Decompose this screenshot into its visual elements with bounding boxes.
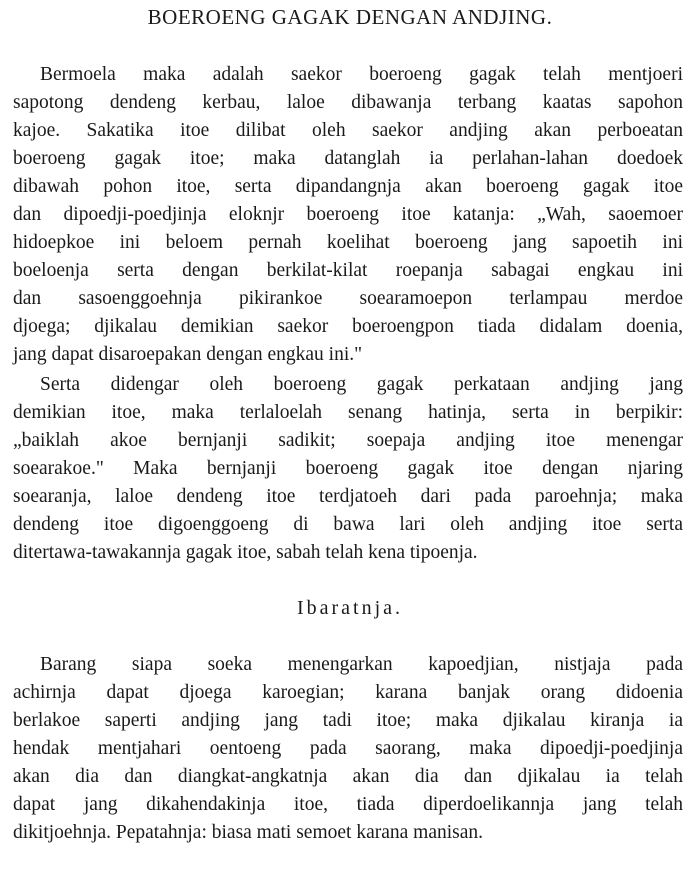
text-line: ditertawa-tawakannja gagak itoe, sabah telah kena tipoenja. bbox=[13, 542, 478, 563]
text-line: Serta didengar oleh boeroeng gagak perkataan andjing jang bbox=[40, 374, 683, 395]
text-line: dan sasoenggoehnja pikirankoe soearamoepon terlampau merdoe bbox=[13, 288, 683, 309]
text-line: dapat jang dikahendakinja itoe, tiada diperdoelikannja jang telah bbox=[13, 794, 683, 815]
text-line: kajoe. Sakatika itoe dilibat oleh saekor andjing akan perboeatan bbox=[13, 120, 683, 141]
text-line: hidoepkoe ini beloem pernah koelihat boeroeng jang sapoetih ini bbox=[13, 232, 683, 253]
text-line: soearanja, laloe dendeng itoe terdjatoeh dari pada paroehnja; maka bbox=[13, 486, 683, 507]
text-line: dikitjoehnja. Pepatahnja: biasa mati semoet karana manisan. bbox=[13, 822, 484, 843]
text-line: hendak mentjahari oentoeng pada saorang, maka dipoedji-poedjinja bbox=[13, 738, 683, 759]
story-title: BOEROENG GAGAK DENGAN ANDJING. bbox=[147, 5, 553, 29]
text-line: Bermoela maka adalah saekor boeroeng gagak telah mentjoeri bbox=[40, 64, 683, 85]
text-line: Barang siapa soeka menengarkan kapoedjian, nistjaja pada bbox=[40, 654, 683, 675]
text-line: berlakoe saperti andjing jang tadi itoe; maka djikalau kiranja ia bbox=[13, 710, 683, 731]
text-line: dan dipoedji-poedjinja eloknjr boeroeng itoe katanja: „Wah, saoemoer bbox=[13, 204, 683, 225]
text-line: boeloenja serta dengan berkilat-kilat roepanja sabagai engkau ini bbox=[13, 260, 683, 281]
text-line: boeroeng gagak itoe; maka datanglah ia perlahan-lahan doedoek bbox=[13, 148, 683, 169]
text-line: jang dapat disaroepakan dengan engkau ini." bbox=[13, 344, 363, 365]
text-line: dendeng itoe digoenggoeng di bawa lari oleh andjing itoe serta bbox=[13, 514, 683, 535]
text-line: sapotong dendeng kerbau, laloe dibawanja terbang kaatas sapohon bbox=[13, 92, 683, 113]
text-line: „baiklah akoe bernjanji sadikit; soepaja andjing itoe menengar bbox=[13, 430, 683, 451]
text-line: demikian itoe, maka terlaloelah senang hatinja, serta in berpikir: bbox=[13, 402, 683, 423]
text-line: dibawah pohon itoe, serta dipandangnja akan boeroeng gagak itoe bbox=[13, 176, 683, 197]
text-line: djoega; djikalau demikian saekor boeroengpon tiada didalam doenia, bbox=[13, 316, 683, 337]
text-line: akan dia dan diangkat-angkatnja akan dia dan djikalau ia telah bbox=[13, 766, 683, 787]
text-line: achirnja dapat djoega karoegian; karana banjak orang didoenia bbox=[13, 682, 683, 703]
text-line: soearakoe." Maka bernjanji boeroeng gagak itoe dengan njaring bbox=[13, 458, 683, 479]
moral-heading: Ibaratnja. bbox=[296, 597, 404, 619]
